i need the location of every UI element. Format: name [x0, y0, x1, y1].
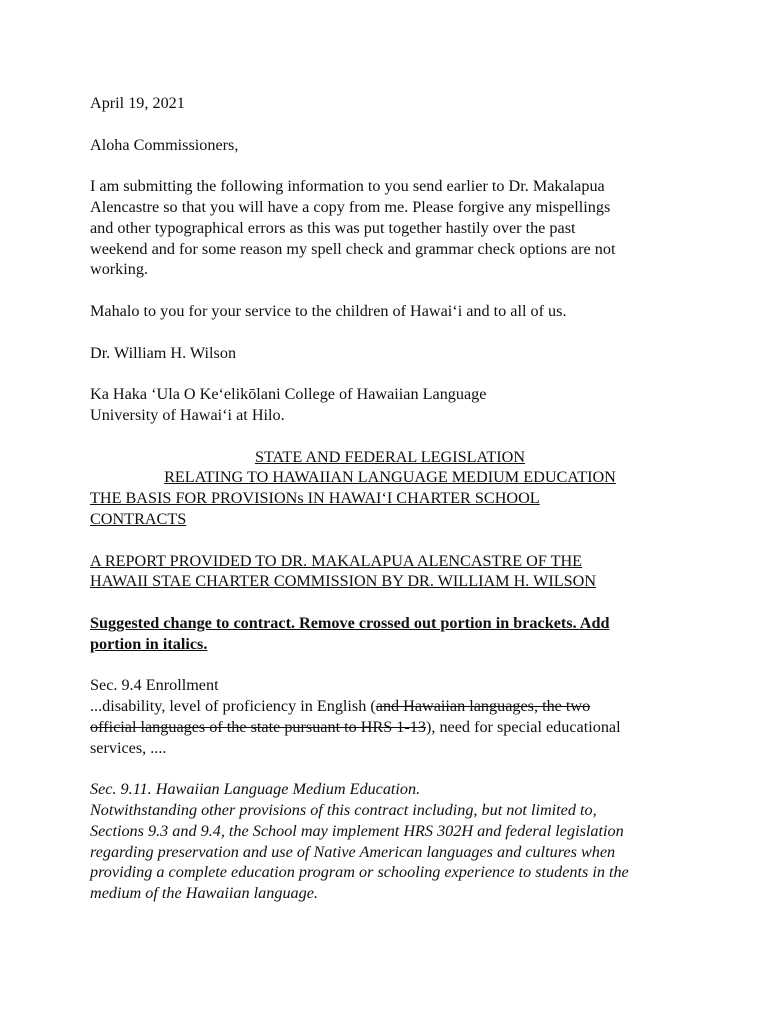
intro-line: Alencastre so that you will have a copy from me. Please forgive any mispellings	[90, 197, 611, 216]
section-line: Sections 9.3 and 9.4, the School may implement HRS 302H and federal legislation	[90, 821, 624, 840]
intro-line: working.	[90, 260, 148, 279]
struck-text: and Hawaiian languages, the two	[375, 697, 591, 716]
letter-mahalo: Mahalo to you for your service to the children of Hawai‘i and to all of us.	[90, 301, 567, 320]
section-line: ...disability, level of proficiency in English (and Hawaiian languages, the two	[90, 697, 591, 716]
report-block	[90, 551, 690, 593]
letter-date: April 19, 2021	[90, 94, 185, 112]
title-line: THE BASIS FOR PROVISIONs IN HAWAI‘I CHARTER SCHOOL	[90, 489, 540, 508]
affiliation-university: University of Hawai‘i at Hilo.	[90, 405, 285, 424]
section-9-4	[90, 675, 690, 758]
title-line: CONTRACTS	[90, 509, 187, 528]
section-line: providing a complete education program or schooling experience to students in the	[90, 863, 629, 882]
title-line: RELATING TO HAWAIIAN LANGUAGE MEDIUM EDUCATION	[164, 468, 616, 487]
section-line: Notwithstanding other provisions of this contract including, but not limited to,	[90, 801, 597, 820]
intro-line: and other typographical errors as this was put together hastily over the past	[90, 218, 576, 237]
section-line: regarding preservation and use of Native American languages and cultures when	[90, 842, 616, 861]
intro-line: I am submitting the following information to you send earlier to Dr. Makalapua	[90, 177, 605, 196]
letter-affiliation	[90, 384, 690, 426]
intro-line: weekend and for some reason my spell check and grammar check options are not	[90, 239, 616, 258]
letter-signature: Dr. William H. Wilson	[90, 343, 237, 362]
report-line: HAWAII STAE CHARTER COMMISSION BY DR. WILLIAM H. WILSON	[90, 572, 597, 591]
section-title: Sec. 9.4 Enrollment	[90, 676, 219, 695]
suggestion-line: Suggested change to contract. Remove crossed out portion in brackets. Add	[90, 613, 610, 632]
section-line: medium of the Hawaiian language.	[90, 884, 318, 903]
section-9-11	[90, 779, 690, 904]
affiliation-college: Ka Haka ‘Ula O Ke‘elikōlani College of Hawaiian Language	[90, 385, 487, 404]
section-title: Sec. 9.11. Hawaiian Language Medium Education.	[90, 780, 421, 799]
letter-salutation: Aloha Commissioners,	[90, 135, 239, 154]
suggestion-line: portion in italics.	[90, 634, 208, 653]
section-line: official languages of the state pursuant to HRS 1-13), need for special educational	[90, 717, 621, 736]
suggestion-heading	[90, 613, 690, 655]
struck-text: official languages of the state pursuant to HRS 1-13	[90, 717, 426, 736]
title-line: STATE AND FEDERAL LEGISLATION	[254, 447, 526, 466]
report-line: A REPORT PROVIDED TO DR. MAKALAPUA ALENCASTRE OF THE	[90, 551, 583, 570]
title-block	[90, 447, 690, 530]
letter-intro	[90, 176, 690, 280]
document-page	[90, 93, 690, 904]
section-line: services, ....	[90, 738, 167, 757]
